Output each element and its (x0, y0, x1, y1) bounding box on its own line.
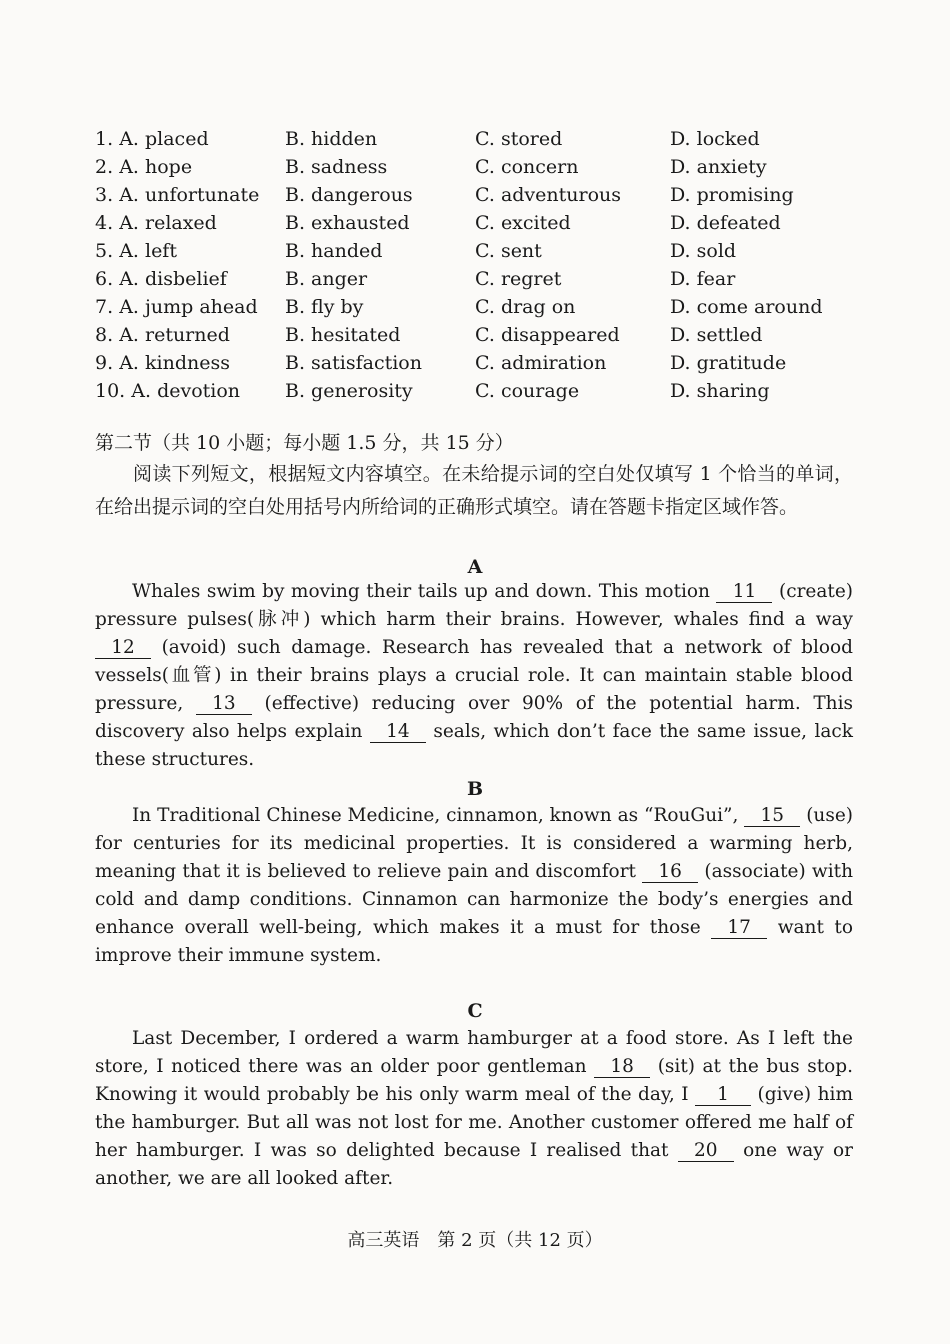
blank-12: 12 (95, 638, 151, 659)
question-number: 9. (95, 352, 114, 374)
passage-a: Whales swim by moving their tails up and down. This motion 11 (create) pressure pulses(脉冲) which harm their brains. However, whales find a way 12 (avoid) such damage. Research has revealed that a network of blood vessels(血管) in their brains plays a crucial role. It can maintain stable blood pressure, 13 (effective) reducing over 90% of the potential harm. This discovery also helps explain 14 seals, which don’t face the same issue, lack these structures. (95, 581, 853, 770)
option-choice: C. adventurous (475, 184, 622, 206)
question-number: 5. (95, 240, 114, 262)
blank-11: 11 (716, 582, 772, 603)
blank-14: 14 (370, 722, 426, 743)
passage-c-label: C (467, 1000, 483, 1022)
option-choice: D. anxiety (670, 156, 767, 178)
blank-19: 1 (695, 1085, 751, 1106)
option-row (95, 293, 855, 321)
option-choice: B. handed (285, 240, 383, 262)
question-number: 6. (95, 268, 114, 290)
option-row (95, 153, 855, 181)
option-choice: 5. A. left (95, 240, 177, 262)
option-choice: D. promising (670, 184, 794, 206)
option-choice: C. stored (475, 128, 563, 150)
question-number: 1. (95, 128, 114, 150)
option-choice: B. satisfaction (285, 352, 422, 374)
question-number: 10. (95, 380, 126, 402)
passage-b-label: B (466, 778, 484, 800)
option-choice: C. sent (475, 240, 542, 262)
question-number: 2. (95, 156, 114, 178)
blank-13: 13 (196, 694, 252, 715)
option-choice: 4. A. relaxed (95, 212, 217, 234)
option-choice: D. fear (670, 268, 736, 290)
option-row (95, 349, 855, 377)
option-choice: D. sold (670, 240, 737, 262)
option-choice: C. excited (475, 212, 571, 234)
blank-20: 20 (678, 1141, 734, 1162)
question-number: 7. (95, 296, 114, 318)
passage-c: Last December, I ordered a warm hamburger at a food store. As I left the store, I noticed there was an older poor gentleman 18 (sit) at the bus stop. Knowing it would probably be his only warm meal of the day, I 1 (give) him the hamburger. But all was not lost for me. Another customer offered me half of her hamburger. I was so delighted because I realised that 20 one way or another, we are all looked after. (95, 1028, 853, 1189)
option-choice: D. defeated (670, 212, 781, 234)
blank-15: 15 (744, 806, 800, 827)
option-row (95, 125, 855, 153)
option-choice: 9. A. kindness (95, 352, 230, 374)
option-row (95, 321, 855, 349)
section2-instruction: 阅读下列短文，根据短文内容填空。在未给提示词的空白处仅填写 1 个恰当的单词，在给出提示词的空白处用括号内所给词的正确形式填空。请在答题卡指定区域作答。 (95, 463, 853, 518)
option-choice: 1. A. placed (95, 128, 209, 150)
blank-18: 18 (594, 1057, 650, 1078)
option-choice: C. drag on (475, 296, 576, 318)
option-choice: B. generosity (285, 380, 413, 402)
option-choice: B. anger (285, 268, 368, 290)
option-choice: 2. A. hope (95, 156, 193, 178)
option-choice: C. courage (475, 380, 580, 402)
option-choice: B. dangerous (285, 184, 413, 206)
section2-title: 第二节（共 10 小题；每小题 1.5 分，共 15 分） (95, 432, 514, 454)
option-choice: B. exhausted (285, 212, 410, 234)
option-row (95, 265, 855, 293)
option-choice: C. disappeared (475, 324, 620, 346)
option-choice: D. gratitude (670, 352, 787, 374)
option-choice: D. settled (670, 324, 763, 346)
passage-a-label: A (467, 556, 483, 578)
option-choice: 3. A. unfortunate (95, 184, 260, 206)
option-choice: D. come around (670, 296, 823, 318)
option-choice: B. sadness (285, 156, 388, 178)
option-choice: 7. A. jump ahead (95, 296, 258, 318)
option-choice: 10. A. devotion (95, 380, 241, 402)
question-number: 4. (95, 212, 114, 234)
option-choice: 8. A. returned (95, 324, 230, 346)
option-choice: C. admiration (475, 352, 607, 374)
option-choice: D. sharing (670, 380, 770, 402)
option-choice: 6. A. disbelief (95, 268, 227, 290)
option-choice: B. hidden (285, 128, 378, 150)
blank-17: 17 (711, 918, 767, 939)
passage-b: In Traditional Chinese Medicine, cinnamon, known as “RouGui”, 15 (use) for centuries for its medicinal properties. It is considered a warming herb, meaning that it is believed to relieve pain and discomfort 16 (associate) with cold and damp conditions. Cinnamon can harmonize the body’s energies and enhance overall well-being, which makes it a must for those 17 want to improve their immune system. (95, 805, 853, 966)
option-row (95, 377, 855, 405)
blank-16: 16 (642, 862, 698, 883)
option-choice: D. locked (670, 128, 760, 150)
option-choice: C. regret (475, 268, 562, 290)
option-choice: B. hesitated (285, 324, 401, 346)
option-row (95, 209, 855, 237)
question-number: 3. (95, 184, 114, 206)
cloze-options-table (95, 125, 855, 405)
option-row (95, 181, 855, 209)
option-row (95, 237, 855, 265)
question-number: 8. (95, 324, 114, 346)
option-choice: C. concern (475, 156, 579, 178)
option-choice: B. fly by (285, 296, 364, 318)
page-footer: 高三英语 第 2 页（共 12 页） (347, 1230, 603, 1251)
